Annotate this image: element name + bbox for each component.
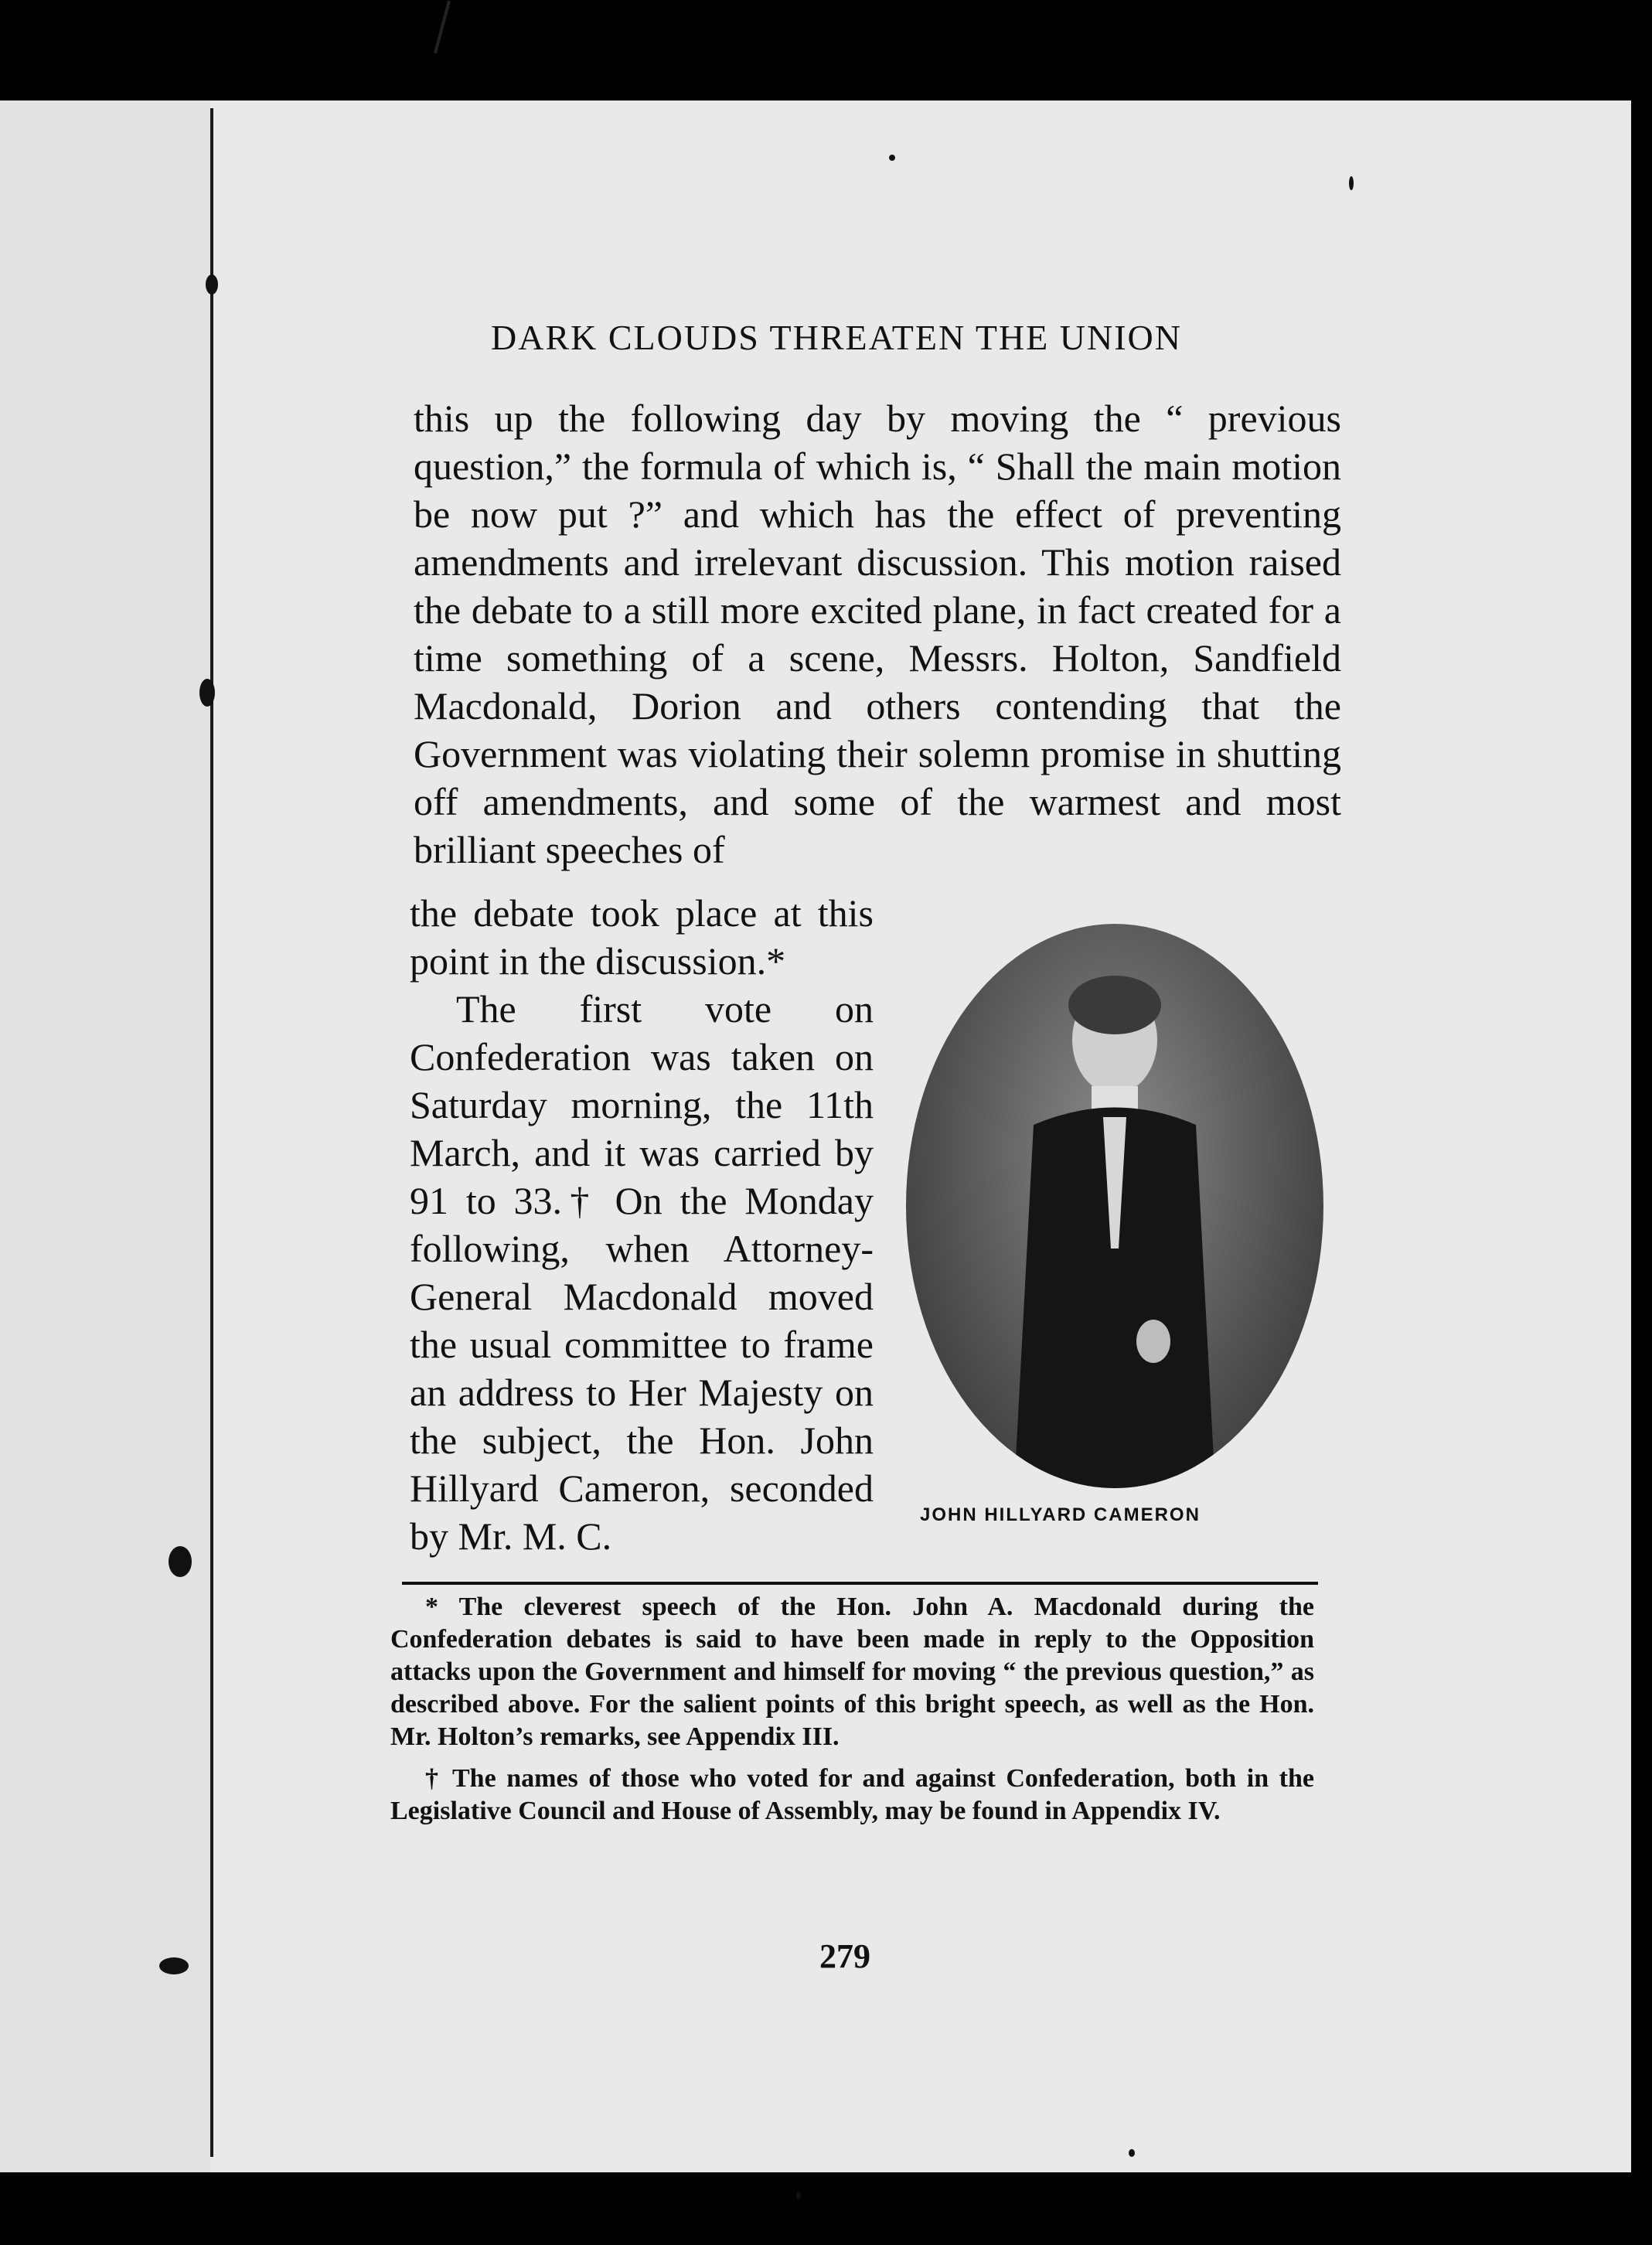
- facing-page-edge: [0, 100, 210, 2172]
- binding-mark: [206, 274, 218, 295]
- scan-speck: [1349, 176, 1354, 190]
- binding-mark: [159, 1957, 189, 1974]
- scan-speck: [1129, 2149, 1135, 2157]
- body-paragraph-vote: The first vote on Confederation was taken on Saturday morning, the 11th March, and it was carried by 91 to 33.† On the Monday following, when Attorney-General Macdonald moved the usual committee to frame an address to Her Majesty on the subject, the Hon. John Hillyard Cameron, seconded by Mr. M. C.: [410, 987, 874, 1558]
- scan-speck: [889, 155, 895, 161]
- portrait-figure: [906, 924, 1323, 1488]
- portrait-caption: JOHN HILLYARD CAMERON: [920, 1504, 1201, 1525]
- body-paragraph-end: the debate took place at this point in the discussion.*: [410, 891, 874, 983]
- footnote-asterisk: * The cleverest speech of the Hon. John A. Macdonald during the Confederation debates is said to have been made in reply to the Opposition attacks upon the Government and himself for moving “ the previous question,” as described above. For the salient points of this bright speech, as well as the Hon. Mr. Holton’s remarks, see Appendix III.: [390, 1593, 1314, 1751]
- footnote-dagger: † The names of those who voted for and against Confederation, both in the Legislative Council and House of Assembly, may be found in Appendix IV.: [390, 1764, 1314, 1825]
- scan-speck: [796, 2192, 801, 2199]
- body-paragraph-continued: this up the following day by moving the “ previous question,” the formula of which is, “ Shall the main motion be now put ?” and which has the effect of preventing amendments and irrelevant discussion. This motion raised the debate to a still more excited plane, in fact created for a time something of a scene, Messrs. Holton, Sandfield Macdonald, Dorion and others contending that the Government was violating their solemn promise in shutting off amendments, and some of the warmest and most brilliant speeches of: [414, 397, 1341, 871]
- binding-mark: [169, 1546, 192, 1577]
- footnote-rule: [402, 1582, 1318, 1585]
- running-head: DARK CLOUDS THREATEN THE UNION: [491, 318, 1182, 357]
- binding-line: [210, 108, 213, 2157]
- scan-speck: [434, 1, 451, 54]
- page-number: 279: [819, 1937, 870, 1975]
- footnotes: [390, 1591, 1314, 1837]
- body-narrow-column: [410, 889, 874, 1560]
- binding-mark: [199, 679, 215, 707]
- portrait-photo: [906, 924, 1323, 1488]
